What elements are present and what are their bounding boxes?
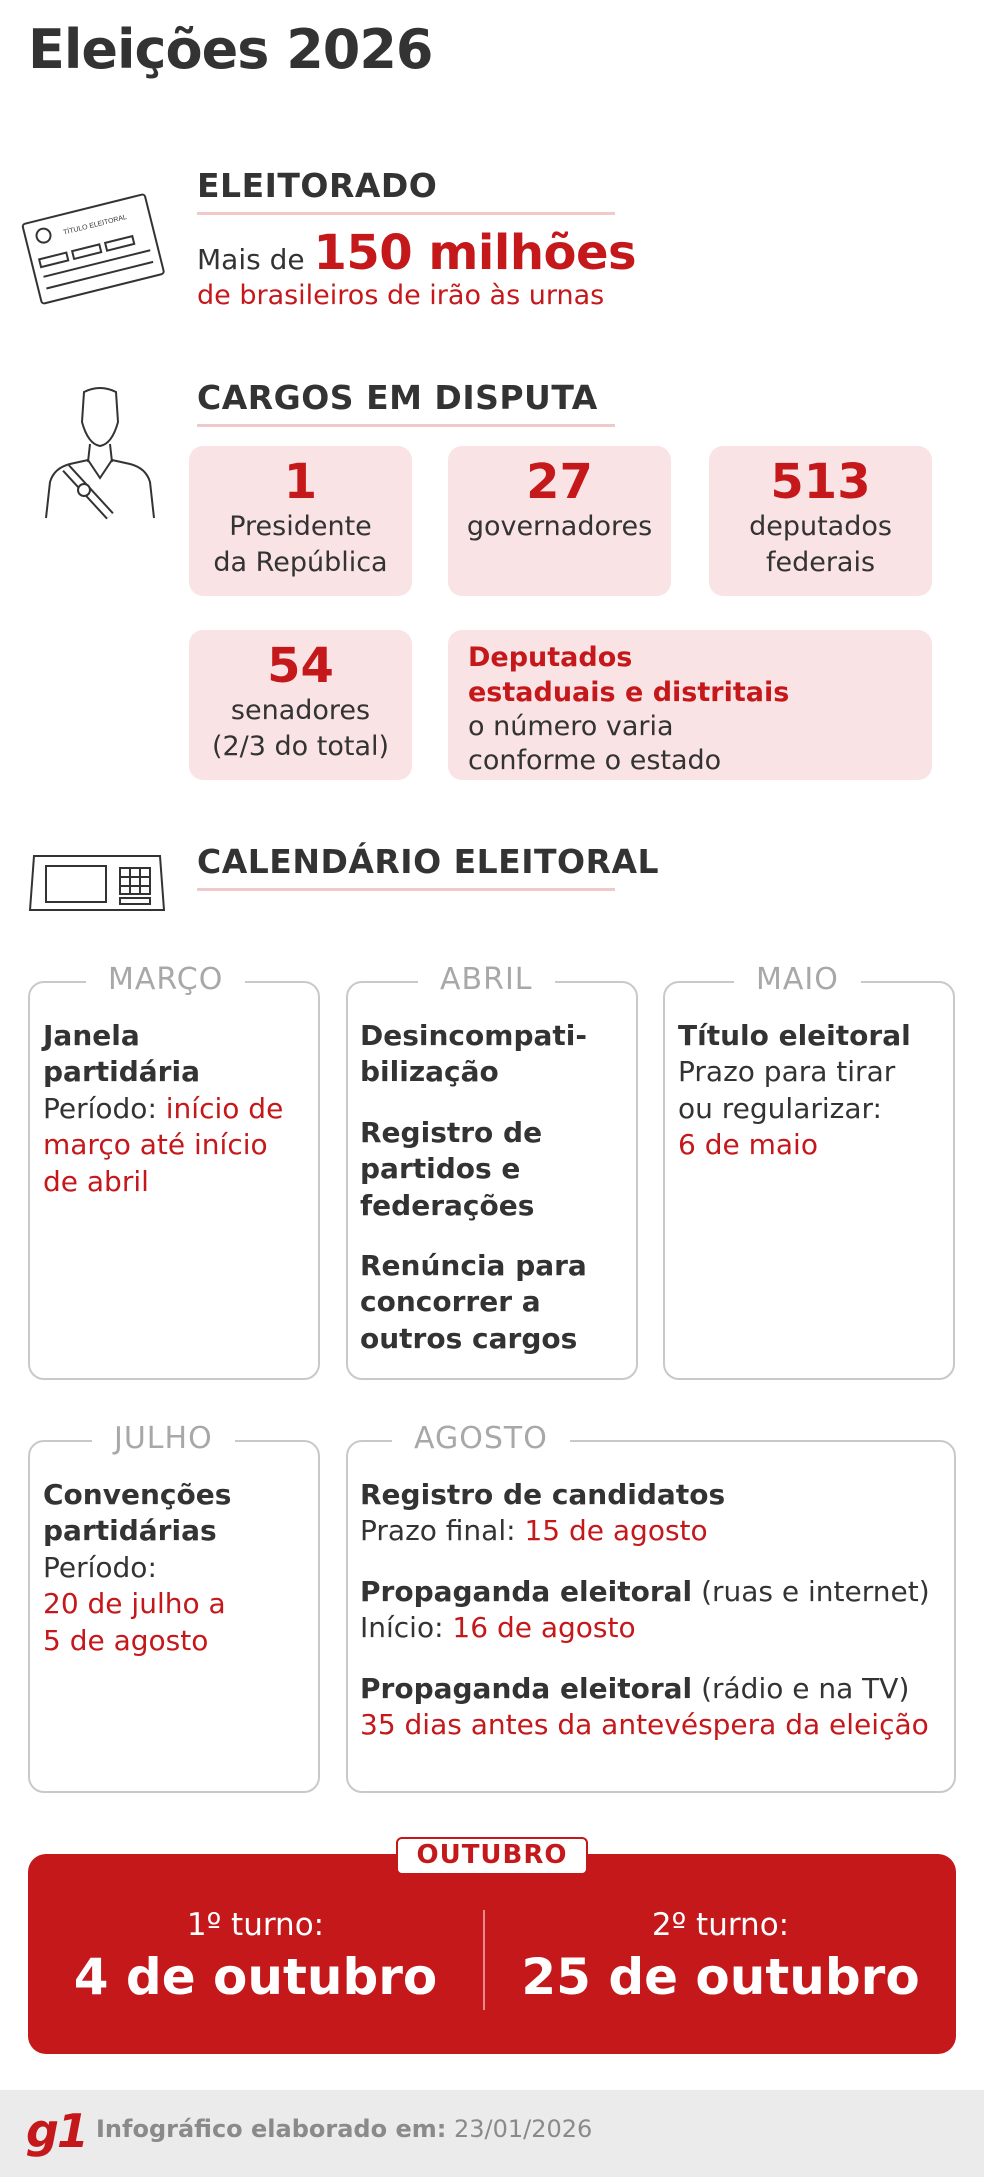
- eleitorado-big-number: 150 milhões: [313, 225, 637, 281]
- month-abril: ABRIL: [418, 962, 555, 997]
- cargo-governadores: [448, 446, 671, 596]
- calendario-heading: CALENDÁRIO ELEITORAL: [197, 842, 660, 881]
- abril-item-title: partidos e: [360, 1152, 521, 1186]
- voting-machine-icon: [28, 846, 168, 916]
- julho-label: Período:: [43, 1550, 157, 1584]
- second-round-label: 2º turno:: [651, 1907, 790, 1943]
- agosto-item-title: Propaganda eleitoral: [360, 1671, 693, 1705]
- marco-date: de abril: [43, 1164, 149, 1198]
- calendario-rule: [197, 888, 615, 891]
- maio-title: Título eleitoral: [678, 1019, 911, 1052]
- julho-title: partidárias: [43, 1514, 217, 1548]
- cargo-wide-desc: conforme o estado: [468, 744, 722, 776]
- eleitorado-prefix: Mais de: [197, 243, 305, 276]
- marco-date: início de: [165, 1091, 284, 1125]
- cargo-deputados-federais: [709, 446, 932, 596]
- cargo-label: (2/3 do total): [211, 730, 390, 762]
- cargo-number: 27: [526, 454, 593, 510]
- cargo-presidente: [189, 446, 412, 596]
- eleitorado-rule: [197, 212, 615, 215]
- agosto-date: 16 de agosto: [452, 1611, 636, 1645]
- footer-date: 23/01/2026: [453, 2115, 593, 2143]
- julho-title: Convenções: [43, 1478, 232, 1511]
- julho-content: [43, 1477, 313, 1659]
- second-round-date: 25 de outubro: [521, 1948, 920, 2006]
- abril-item-title: federações: [360, 1188, 535, 1222]
- agosto-item-title: Propaganda eleitoral: [360, 1574, 693, 1608]
- month-marco: MARÇO: [86, 962, 245, 997]
- julho-date: 5 de agosto: [43, 1623, 209, 1657]
- maio-content: [678, 1018, 948, 1164]
- cargo-label: federais: [765, 546, 876, 578]
- eleitorado-heading: ELEITORADO: [197, 166, 438, 205]
- abril-content: [360, 1018, 630, 1357]
- abril-item-title: Registro de: [360, 1115, 543, 1149]
- cargo-label: senadores: [230, 694, 371, 726]
- marco-date: março até início: [43, 1128, 268, 1162]
- first-round-label: 1º turno:: [186, 1907, 325, 1943]
- footer-credit: [96, 2115, 592, 2143]
- eleitorado-subtitle: de brasileiros de irão às urnas: [197, 280, 605, 311]
- cargo-label: governadores: [466, 510, 653, 542]
- abril-item-title: Desincompati-: [360, 1019, 587, 1052]
- cargo-deputados-estaduais: [448, 630, 932, 780]
- month-julho: JULHO: [92, 1421, 235, 1456]
- cargo-wide-title: Deputados: [468, 642, 633, 673]
- abril-item-title: outros cargos: [360, 1321, 578, 1355]
- maio-label: ou regularizar:: [678, 1091, 882, 1125]
- agosto-date: 15 de agosto: [524, 1514, 708, 1548]
- agosto-note: (ruas e internet): [692, 1574, 930, 1608]
- julho-date: 20 de julho a: [43, 1587, 226, 1621]
- agosto-label: Prazo final:: [360, 1514, 525, 1548]
- voter-card-icon: [18, 188, 168, 308]
- first-round-date: 4 de outubro: [73, 1948, 438, 2006]
- agosto-note: (rádio e na TV): [692, 1671, 910, 1705]
- marco-content: [43, 1018, 313, 1200]
- marco-title: Janela: [43, 1019, 140, 1052]
- g1-logo: g1: [26, 2104, 87, 2158]
- agosto-content: [360, 1477, 950, 1743]
- cargo-wide-desc: o número varia: [468, 711, 674, 743]
- footer-label: Infográfico elaborado em:: [96, 2115, 447, 2143]
- month-agosto: AGOSTO: [392, 1421, 570, 1456]
- agosto-date: 35 dias antes da antevéspera da eleição: [360, 1707, 929, 1741]
- svg-text:TÍTULO ELEITORAL: TÍTULO ELEITORAL: [62, 214, 128, 237]
- month-maio: MAIO: [734, 962, 861, 997]
- agosto-label: Início:: [360, 1611, 453, 1645]
- cargo-number: 513: [770, 454, 871, 510]
- abril-item-title: Renúncia para: [360, 1248, 587, 1282]
- page-title: Eleições 2026: [28, 18, 433, 81]
- cargos-heading: CARGOS EM DISPUTA: [197, 378, 598, 417]
- abril-item-title: concorrer a: [360, 1285, 541, 1319]
- outubro-tag: OUTUBRO: [396, 1837, 588, 1875]
- maio-date: 6 de maio: [678, 1128, 818, 1162]
- marco-label: Período:: [43, 1091, 166, 1125]
- maio-label: Prazo para tirar: [678, 1055, 896, 1089]
- abril-item-title: bilização: [360, 1055, 499, 1089]
- agosto-item-title: Registro de candidatos: [360, 1478, 726, 1511]
- eleitorado-count: [197, 225, 636, 281]
- marco-title: partidária: [43, 1055, 200, 1089]
- cargo-number: 54: [267, 638, 334, 694]
- cargo-label: Presidente: [229, 510, 372, 542]
- cargo-number: 1: [283, 454, 318, 510]
- cargos-rule: [197, 424, 615, 427]
- cargo-label: da República: [213, 546, 388, 578]
- cargo-senadores: [189, 630, 412, 780]
- president-sash-icon: [40, 382, 160, 522]
- cargo-label: deputados: [749, 510, 892, 542]
- cargo-wide-title: estaduais e distritais: [468, 677, 790, 709]
